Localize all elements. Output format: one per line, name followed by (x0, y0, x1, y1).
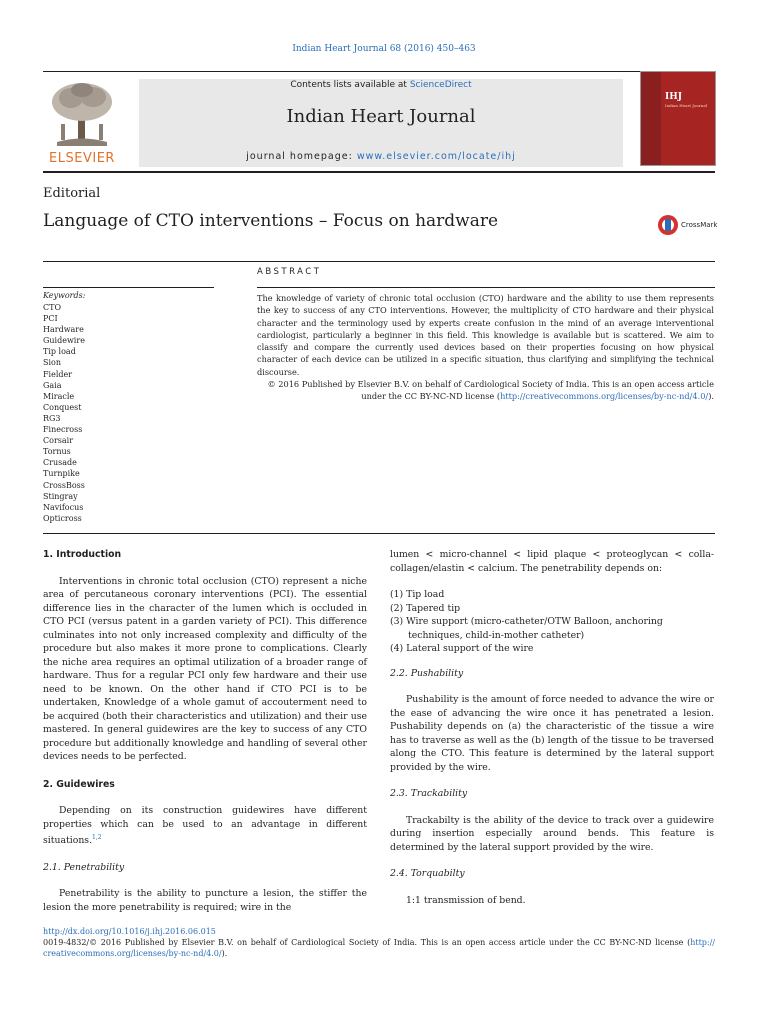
penetrability-paragraph: Penetrability is the ability to puncture a lesion, the stiffer the lesion the more penetrability is required; wire in the (43, 888, 367, 913)
pushability-paragraph: Pushability is the amount of force needed to advance the wire or the ease of advancing the wire once it has penetrated a lesion. Pushability depends on (a) the characteristic of the tissue a wire has to traverse as well as the (b) length of the tissue to be traversed along the CTO. This feature is determined by the lateral support provided by the wire. (390, 694, 714, 773)
cover-spine (641, 72, 661, 165)
keyword-item: Opticross (43, 513, 82, 523)
continued-paragraph: lumen < micro-channel < lipid plaque < proteoglycan < colla-collagen/elastin < calcium. The penetrability depends on: (390, 549, 714, 574)
list-item: (3) Wire support (micro-catheter/OTW Balloon, anchoring techniques, child-in-mother catheter) (390, 616, 663, 641)
guidewires-text: Depending on its construction guidewires have different properties which can be used to an advantage in different situations. (43, 805, 367, 847)
license-link[interactable]: http://creativecommons.org/licenses/by-nc-nd/4.0/ (500, 391, 709, 402)
abstract-bottom-rule (43, 533, 715, 534)
keyword-item: Navifocus (43, 502, 84, 512)
cover-title: IHJ (665, 92, 682, 102)
pushability-heading: 2.2. Pushability (390, 667, 464, 679)
guidewires-paragraph (43, 804, 367, 848)
keyword-item: Gaia (43, 380, 62, 390)
crossmark-icon (657, 214, 679, 236)
keyword-item: Hardware (43, 325, 84, 335)
list-item: (2) Tapered tip (390, 602, 461, 614)
keyword-item: CTO (43, 303, 62, 312)
keyword-item: Corsair (43, 436, 74, 446)
keyword-item: RG3 (43, 413, 61, 423)
sciencedirect-link[interactable]: ScienceDirect (409, 80, 472, 90)
journal-reference[interactable]: Indian Heart Journal 68 (2016) 450–463 (292, 44, 476, 54)
keyword-item: Miracle (43, 391, 75, 401)
cover-front (661, 72, 715, 165)
keyword-item: Sion (43, 358, 62, 368)
keyword-item: Tip load (43, 347, 76, 357)
contents-prefix: Contents lists available at (290, 80, 407, 90)
keywords-label: Keywords: (43, 291, 86, 300)
guidewires-heading: 2. Guidewires (43, 778, 115, 790)
intro-paragraph: Interventions in chronic total occlusion (CTO) represent a niche area of percutaneous coronary interventions (PCI). The essential difference lies in the character of the lumen which is occluded in CTO PCI (versus patent in a garden variety of PCI). This difference culminates into not only increased complexity and difficulty of the procedure but also makes it more prone to complications. Clearly the niche area requires an optimal utilization of a broader range of hardware. Thus for a regular PCI only few hardware and their use need to be known. On the other hand if CTO PCI is to be undertaken, Knowledge of a whole gamut of accouterment need to be acquired (both their characteristics and utilization) and their use mastered. In general guidewires are the key to success of any CTO procedure but additionally knowledge and handling of several other devices needs to be perfected. (43, 575, 367, 762)
right-column (390, 548, 714, 907)
doi-link[interactable]: http://dx.doi.org/10.1016/j.ihj.2016.06.015 (43, 927, 216, 936)
list-item: (4) Lateral support of the wire (390, 643, 534, 654)
keyword-item: Fielder (43, 369, 73, 379)
homepage-line (139, 151, 623, 162)
torquability-paragraph: 1:1 transmission of bend. (406, 894, 526, 906)
top-rule (43, 71, 715, 72)
keyword-item: Crusade (43, 458, 77, 468)
left-column (43, 548, 367, 914)
abstract-rule (257, 287, 715, 288)
guidewires-reference[interactable]: 1,2 (92, 834, 102, 841)
homepage-link[interactable]: www.elsevier.com/locate/ihj (356, 151, 516, 162)
abstract-text: The knowledge of variety of chronic total occlusion (CTO) hardware and the ability to use them represents the key to success of any CTO interventions. However, the multiplicity of CTO hardware and their physical character and the terminology used by experts create confusion in the mind of an average interventional cardiologist, particularly a beginner in this field. This knowledge is available but is scattered. We aim to classify and compare the currently used devices based on their properties focusing on how physical character of each device can be utilized in a specific situation, thus clarifying and simplifying the technical discourse. (257, 293, 714, 377)
list-item: (1) Tip load (390, 589, 445, 600)
section-type: Editorial (43, 186, 101, 201)
journal-cover-image (640, 71, 716, 166)
abstract-top-rule (43, 261, 715, 262)
keywords-rule (43, 287, 214, 288)
penetrability-heading: 2.1. Penetrability (43, 861, 125, 873)
torquability-heading: 2.4. Torquabilty (390, 868, 465, 879)
copyright-suffix: ). (708, 391, 714, 402)
footer-license (43, 937, 715, 959)
trackability-paragraph: Trackabilty is the ability of the device to track over a guidewire during insertion especially around bends. This feature is determined by the lateral support provided by the wire. (390, 814, 714, 853)
keyword-item: Finecross (43, 425, 83, 435)
keyword-item: Turnpike (43, 469, 80, 479)
keyword-item: Conquest (43, 402, 82, 412)
abstract-copyright (257, 378, 714, 403)
abstract-copyright-line1: © 2016 Published by Elsevier B.V. on behalf of Cardiological Society of India. This is an open access article (267, 379, 714, 389)
footer-license-suffix: ). (221, 949, 228, 958)
crossmark-badge[interactable] (657, 214, 717, 236)
footer-license-link-b[interactable]: creativecommons.org/licenses/by-nc-nd/4.0/ (43, 949, 222, 958)
journal-title: Indian Heart Journal (286, 106, 476, 127)
crossmark-label: CrossMark (681, 221, 718, 229)
elsevier-wordmark: ELSEVIER (49, 151, 115, 166)
keyword-item: Stingray (43, 491, 78, 501)
keyword-item: Tornus (43, 447, 71, 457)
abstract-label: ABSTRACT (257, 267, 322, 277)
homepage-prefix: journal homepage: (246, 151, 353, 162)
cover-subtitle: Indian Heart Journal (665, 103, 707, 108)
article-title: Language of CTO interventions – Focus on hardware (43, 211, 499, 231)
penetrability-factors-list (390, 588, 714, 656)
trackability-heading: 2.3. Trackability (390, 788, 468, 799)
footer-license-link-a[interactable]: http:// (690, 938, 715, 947)
keyword-item: PCI (43, 314, 58, 324)
keyword-item: CrossBoss (43, 480, 85, 490)
intro-heading: 1. Introduction (43, 549, 122, 560)
header-rule (43, 171, 715, 173)
abstract-copyright-line2 (257, 390, 714, 402)
keywords-list (43, 302, 85, 524)
copyright-prefix: under the CC BY-NC-ND license ( (361, 391, 501, 402)
keyword-item: Guidewire (43, 336, 85, 346)
footer (43, 926, 715, 959)
footer-license-prefix: 0019-4832/© 2016 Published by Elsevier B.V. on behalf of Cardiological Society of India. This is an open access article under the CC BY-NC-ND license ( (43, 938, 691, 947)
contents-line (139, 80, 623, 90)
